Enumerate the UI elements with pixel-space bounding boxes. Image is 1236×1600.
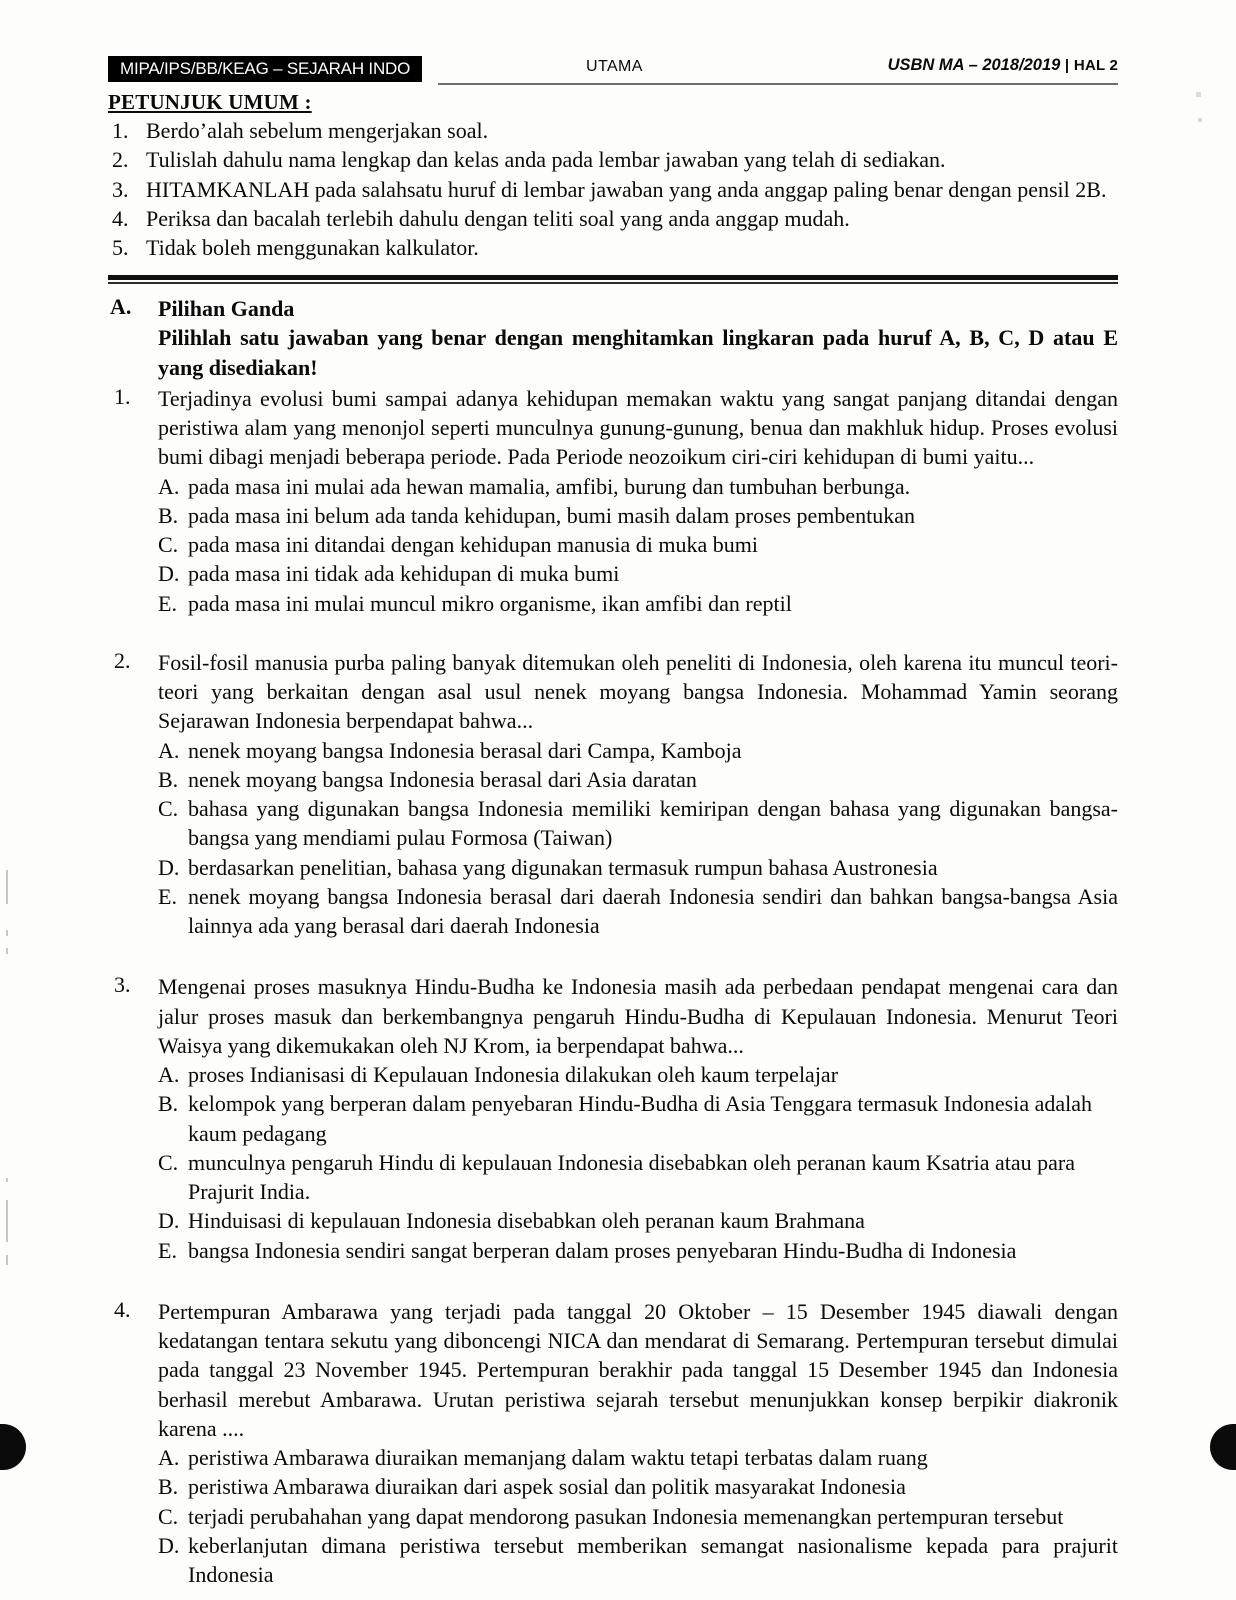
- page-header: [108, 52, 1118, 86]
- option-d[interactable]: [158, 559, 1118, 588]
- question-1: [108, 384, 1118, 618]
- exam-name: USBN MA – 2018/2019: [887, 56, 1061, 74]
- option-text: berdasarkan penelitian, bahasa yang digunakan termasuk rumpun bahasa Austronesia: [188, 854, 938, 880]
- option-letter: E.: [158, 590, 177, 616]
- option-e[interactable]: [158, 1236, 1118, 1265]
- option-a[interactable]: [158, 1060, 1118, 1089]
- option-d[interactable]: [158, 1531, 1118, 1590]
- option-text: munculnya pengaruh Hindu di kepulauan Indonesia disebabkan oleh peranan kaum Ksatria atau para Prajurit India.: [188, 1149, 1076, 1205]
- instruction-number: 5.: [112, 235, 129, 260]
- page-content: [108, 52, 1118, 1589]
- section-letter: A.: [110, 294, 132, 320]
- question-options: [158, 472, 1118, 618]
- scan-artifact-margin-tick: [6, 948, 8, 954]
- option-text: proses Indianisasi di Kepulauan Indonesia dilakukan oleh kaum terpelajar: [188, 1062, 839, 1088]
- option-letter: D.: [158, 854, 180, 880]
- option-d[interactable]: [158, 853, 1118, 882]
- scan-artifact-edge-blob-left: [0, 1424, 26, 1470]
- option-letter: C.: [158, 532, 179, 558]
- option-letter: B.: [158, 766, 179, 792]
- option-b[interactable]: [158, 501, 1118, 530]
- question-2: [108, 648, 1118, 941]
- option-c[interactable]: [158, 530, 1118, 559]
- option-text: kelompok yang berperan dalam penyebaran Hindu-Budha di Asia Tenggara termasuk Indonesia adalah kaum pedagang: [188, 1091, 1093, 1146]
- scan-artifact-margin-tick: [6, 930, 8, 936]
- option-text: keberlanjutan dimana peristiwa tersebut memberikan semangat nasionalisme kepada para prajurit Indonesia: [188, 1532, 1118, 1588]
- option-text: peristiwa Ambarawa diuraikan memanjang dalam waktu tetapi terbatas dalam ruang: [188, 1445, 928, 1471]
- section-subtitle: Pilihlah satu jawaban yang benar dengan menghitamkan lingkaran pada huruf A, B, C, D atau E yang disediakan!: [158, 325, 1118, 380]
- option-letter: B.: [158, 1091, 179, 1117]
- question-number: 2.: [114, 647, 131, 673]
- question-options: [158, 1443, 1118, 1589]
- page-number-label: HAL 2: [1073, 57, 1118, 74]
- option-letter: C.: [158, 1149, 179, 1175]
- option-a[interactable]: [158, 1443, 1118, 1472]
- option-text: bangsa Indonesia sendiri sangat berperan dalam proses penyebaran Hindu-Budha di Indonesia: [188, 1237, 1017, 1263]
- scan-artifact-edge-blob-right: [1210, 1424, 1236, 1470]
- option-letter: B.: [158, 1474, 179, 1500]
- option-letter: D.: [158, 1532, 180, 1558]
- option-letter: D.: [158, 1208, 180, 1234]
- exam-title-label: [888, 56, 1118, 75]
- question-3: [108, 972, 1118, 1265]
- option-a[interactable]: [158, 472, 1118, 501]
- scan-artifact-margin-tick: [6, 1200, 8, 1242]
- option-a[interactable]: [158, 736, 1118, 765]
- question-4: [108, 1297, 1118, 1590]
- header-divider: |: [1064, 57, 1070, 74]
- option-text: bahasa yang digunakan bangsa Indonesia memiliki kemiripan dengan bahasa yang digunakan bangsa-bangsa yang mendiami pulau Formosa (Taiwan): [188, 796, 1118, 851]
- option-letter: A.: [158, 737, 180, 763]
- instruction-text: Tulislah dahulu nama lengkap dan kelas anda pada lembar jawaban yang telah di sediakan.: [146, 147, 946, 173]
- option-text: peristiwa Ambarawa diuraikan dari aspek sosial dan politik masyarakat Indonesia: [188, 1474, 906, 1500]
- option-letter: B.: [158, 502, 179, 528]
- scan-artifact-margin-tick: [6, 1178, 8, 1182]
- question-stem: Pertempuran Ambarawa yang terjadi pada tanggal 20 Oktober – 15 Desember 1945 diawali dengan kedatangan tentara sekutu yang diboncengi NICA dan mendarat di Semarang. Pertempuran tersebut dimulai pada tanggal 23 November 1945. Pertempuran berakhir pada tanggal 15 Desember 1945 dan Indonesia berhasil merebut Ambarawa. Urutan peristiwa sejarah tersebut menunjukkan konsep berpikir diakronik karena ....: [158, 1298, 1118, 1441]
- exam-type-label: UTAMA: [586, 58, 643, 75]
- option-text: terjadi perubahahan yang dapat mendorong pasukan Indonesia memenangkan pertempuran tersebut: [188, 1503, 1064, 1529]
- option-d[interactable]: [158, 1206, 1118, 1235]
- instruction-item: [108, 175, 1118, 204]
- option-b[interactable]: [158, 1089, 1118, 1148]
- option-e[interactable]: [158, 882, 1118, 941]
- option-text: pada masa ini mulai muncul mikro organisme, ikan amfibi dan reptil: [188, 590, 792, 616]
- option-c[interactable]: [158, 794, 1118, 853]
- scan-artifact-margin-tick: [6, 870, 8, 904]
- scan-artifact-margin-tick: [6, 1255, 8, 1265]
- option-b[interactable]: [158, 765, 1118, 794]
- option-text: nenek moyang bangsa Indonesia berasal dari daerah Indonesia sendiri dan bahkan bangsa-bangsa Asia lainnya ada yang berasal dari daerah Indonesia: [188, 883, 1118, 939]
- option-text: pada masa ini ditandai dengan kehidupan manusia di muka bumi: [188, 532, 759, 558]
- scan-artifact-speck: [1196, 92, 1201, 97]
- option-c[interactable]: [158, 1148, 1118, 1207]
- question-number: 3.: [114, 972, 131, 998]
- section-a-heading: [108, 294, 1118, 382]
- instruction-text: Periksa dan bacalah terlebih dahulu dengan teliti soal yang anda anggap mudah.: [146, 205, 850, 231]
- question-options: [158, 736, 1118, 941]
- option-letter: D.: [158, 561, 180, 587]
- instruction-number: 3.: [112, 176, 129, 202]
- option-letter: A.: [158, 473, 180, 499]
- instruction-number: 1.: [112, 118, 129, 143]
- option-letter: C.: [158, 796, 179, 822]
- option-text: Hinduisasi di kepulauan Indonesia disebabkan oleh peranan kaum Brahmana: [188, 1208, 865, 1234]
- option-letter: E.: [158, 1237, 177, 1263]
- question-stem: Terjadinya evolusi bumi sampai adanya kehidupan memakan waktu yang sangat panjang ditandai dengan peristiwa alam yang menonjol seperti munculnya gunung-gunung, benua dan makhluk hidup. Proses evolusi bumi dibagi menjadi beberapa periode. Pada Periode neozoikum ciri-ciri kehidupan di bumi yaitu...: [158, 385, 1118, 470]
- header-rule: [438, 83, 1118, 85]
- instruction-item: [108, 204, 1118, 233]
- option-c[interactable]: [158, 1502, 1118, 1531]
- instruction-item: [108, 233, 1118, 262]
- option-text: pada masa ini belum ada tanda kehidupan, bumi masih dalam proses pembentukan: [188, 502, 916, 528]
- option-letter: A.: [158, 1445, 180, 1471]
- option-text: pada masa ini tidak ada kehidupan di muka bumi: [188, 561, 620, 587]
- instruction-item: [108, 145, 1118, 174]
- separator-thin-rule: [108, 282, 1118, 284]
- question-stem: Fosil-fosil manusia purba paling banyak ditemukan oleh peneliti di Indonesia, oleh karena itu muncul teori-teori yang berkaitan dengan asal usul nenek moyang bangsa Indonesia. Mohammad Yamin seorang Sejarawan Indonesia berpendapat bahwa...: [158, 649, 1118, 734]
- option-e[interactable]: [158, 589, 1118, 618]
- option-text: pada masa ini mulai ada hewan mamalia, amfibi, burung dan tumbuhan berbunga.: [188, 473, 911, 499]
- instruction-number: 4.: [112, 205, 129, 231]
- option-letter: C.: [158, 1503, 179, 1529]
- section-title: Pilihan Ganda: [158, 296, 295, 322]
- separator-thick-rule: [108, 275, 1118, 280]
- option-letter: E.: [158, 883, 177, 909]
- instruction-number: 2.: [112, 147, 129, 173]
- question-number: 1.: [114, 383, 131, 409]
- instruction-item: [108, 116, 1118, 145]
- instruction-text: Berdo’alah sebelum mengerjakan soal.: [146, 118, 489, 143]
- option-letter: A.: [158, 1062, 180, 1088]
- question-stem: Mengenai proses masuknya Hindu-Budha ke Indonesia masih ada perbedaan pendapat mengenai cara dan jalur proses masuk dan berkembangnya pengaruh Hindu-Budha di Kepulauan Indonesia. Menurut Teori Waisya yang dikemukakan oleh NJ Krom, ia berpendapat bahwa...: [158, 974, 1118, 1058]
- option-b[interactable]: [158, 1472, 1118, 1501]
- option-text: nenek moyang bangsa Indonesia berasal dari Asia daratan: [188, 766, 697, 792]
- instructions-list: [108, 116, 1118, 262]
- subject-code-badge: MIPA/IPS/BB/KEAG – SEJARAH INDO: [108, 56, 422, 82]
- instruction-text: Tidak boleh menggunakan kalkulator.: [146, 235, 479, 260]
- section-separator: [108, 275, 1118, 284]
- instruction-text: HITAMKANLAH pada salahsatu huruf di lembar jawaban yang anda anggap paling benar dengan pensil 2B.: [146, 176, 1107, 202]
- question-number: 4.: [114, 1296, 131, 1322]
- option-text: nenek moyang bangsa Indonesia berasal dari Campa, Kamboja: [188, 737, 742, 763]
- instructions-title: PETUNJUK UMUM :: [108, 90, 312, 114]
- scan-artifact-speck: [1198, 118, 1202, 122]
- question-options: [158, 1060, 1118, 1265]
